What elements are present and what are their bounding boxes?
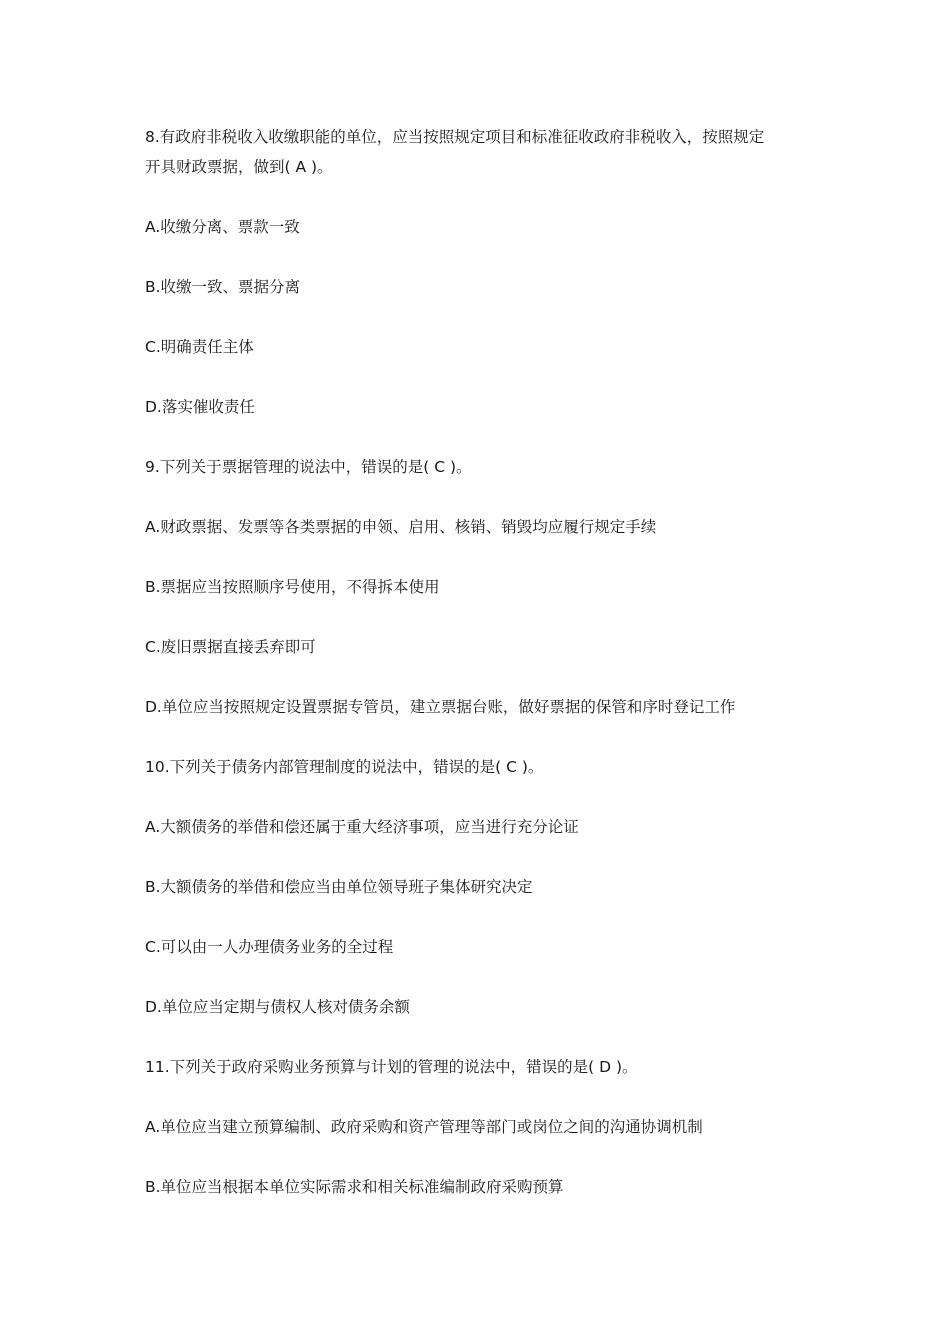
- option-text: D.单位应当按照规定设置票据专管员，建立票据台账，做好票据的保管和序时登记工作: [145, 698, 736, 716]
- question-10: [145, 752, 815, 782]
- question-9-option-b: [145, 572, 815, 602]
- question-10-option-b: [145, 872, 815, 902]
- option-text: B.收缴一致、票据分离: [145, 278, 301, 296]
- question-8: [145, 122, 815, 182]
- option-text: A.大额债务的举借和偿还属于重大经济事项，应当进行充分论证: [145, 818, 579, 836]
- option-text: C.可以由一人办理债务业务的全过程: [145, 938, 394, 956]
- question-11-text: 11.下列关于政府采购业务预算与计划的管理的说法中，错误的是( D )。: [145, 1058, 638, 1076]
- option-text: C.废旧票据直接丢弃即可: [145, 638, 316, 656]
- option-text: B.单位应当根据本单位实际需求和相关标准编制政府采购预算: [145, 1178, 564, 1196]
- option-text: B.大额债务的举借和偿应当由单位领导班子集体研究决定: [145, 878, 533, 896]
- question-9-option-d: [145, 692, 815, 722]
- option-text: C.明确责任主体: [145, 338, 254, 356]
- question-8-text-line-1: 8.有政府非税收入收缴职能的单位，应当按照规定项目和标准征收政府非税收入，按照规定: [145, 128, 765, 146]
- question-8-option-c: [145, 332, 815, 362]
- question-10-option-a: [145, 812, 815, 842]
- question-8-option-b: [145, 272, 815, 302]
- question-10-option-d: [145, 992, 815, 1022]
- question-10-text: 10.下列关于债务内部管理制度的说法中，错误的是( C )。: [145, 758, 544, 776]
- option-text: B.票据应当按照顺序号使用，不得拆本使用: [145, 578, 440, 596]
- option-text: D.落实催收责任: [145, 398, 255, 416]
- question-11-option-a: [145, 1112, 815, 1142]
- option-text: D.单位应当定期与债权人核对债务余额: [145, 998, 410, 1016]
- question-9: [145, 452, 815, 482]
- question-8-text-line-2: 开具财政票据，做到( A )。: [145, 158, 333, 176]
- question-8-option-d: [145, 392, 815, 422]
- option-text: A.单位应当建立预算编制、政府采购和资产管理等部门或岗位之间的沟通协调机制: [145, 1118, 703, 1136]
- question-9-option-a: [145, 512, 815, 542]
- option-text: A.收缴分离、票款一致: [145, 218, 300, 236]
- question-11-option-b: [145, 1172, 815, 1202]
- question-9-option-c: [145, 632, 815, 662]
- question-9-text: 9.下列关于票据管理的说法中，错误的是( C )。: [145, 458, 472, 476]
- question-10-option-c: [145, 932, 815, 962]
- question-11: [145, 1052, 815, 1082]
- document-body: [145, 122, 815, 1232]
- option-text: A.财政票据、发票等各类票据的申领、启用、核销、销毁均应履行规定手续: [145, 518, 657, 536]
- question-8-option-a: [145, 212, 815, 242]
